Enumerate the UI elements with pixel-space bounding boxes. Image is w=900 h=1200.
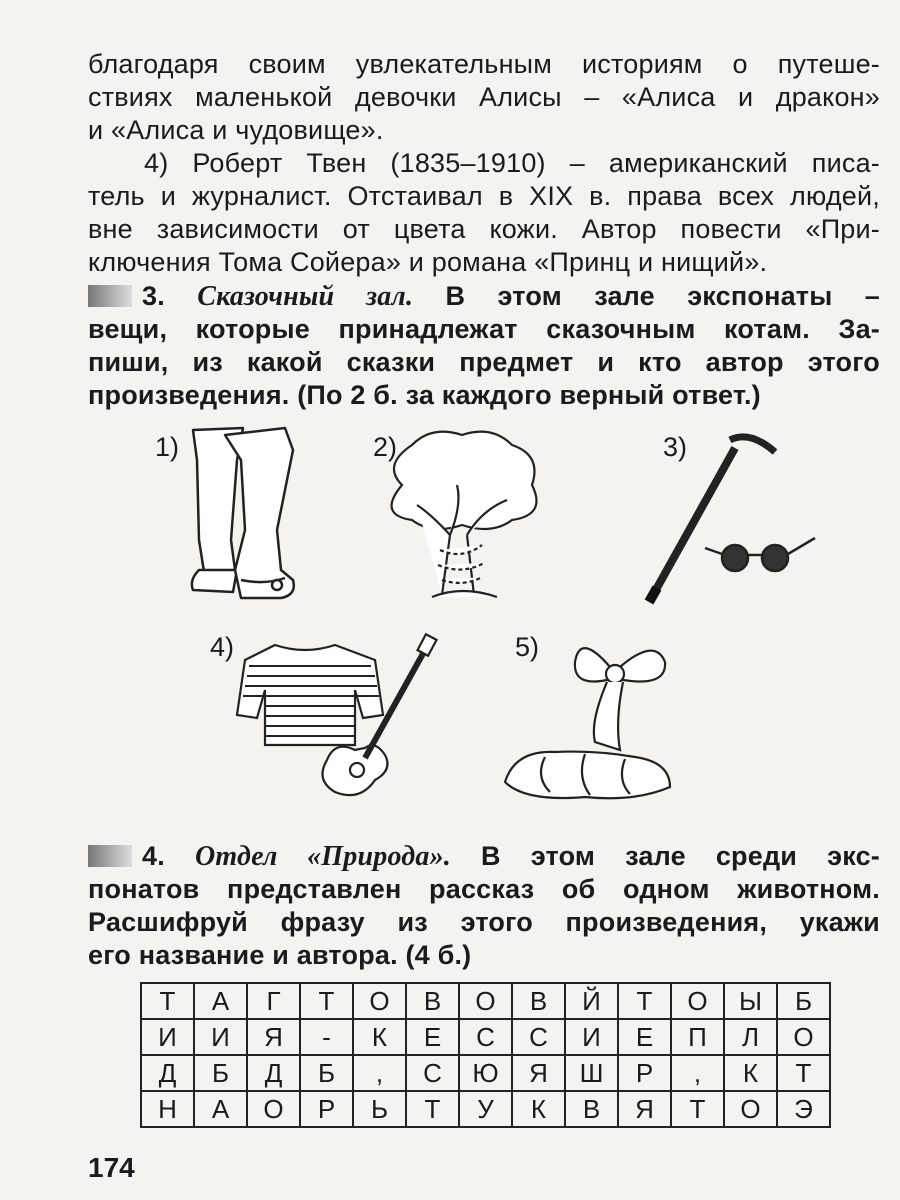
boots-icon <box>185 420 315 610</box>
grid-cell: Я <box>247 1019 300 1055</box>
text-line: вне зависимости от цвета кожи. Автор повести «При- <box>88 214 880 244</box>
text-line: понатов представлен рассказ об одном животном. <box>88 874 880 904</box>
grid-cell: Б <box>777 983 830 1019</box>
text-line: пиши, из какой сказки предмет и кто автор этого <box>88 347 880 377</box>
grid-cell: Ю <box>459 1055 512 1091</box>
grid-cell: Д <box>141 1055 194 1091</box>
grid-cell: , <box>671 1055 724 1091</box>
oak-tree-with-chain-icon <box>372 425 552 605</box>
grid-cell: И <box>194 1019 247 1055</box>
item4-paragraph <box>88 147 880 279</box>
grid-cell: Т <box>671 1091 724 1127</box>
grid-cell: К <box>512 1091 565 1127</box>
grid-cell: Е <box>406 1019 459 1055</box>
task3-title: Сказочный зал. <box>197 281 414 312</box>
picture-label-4: 4) <box>210 632 235 662</box>
task4-heading-rest: В этом зале среди экс- <box>481 841 880 871</box>
task-marker-icon <box>88 285 132 307</box>
grid-cell: Т <box>141 983 194 1019</box>
grid-cell: В <box>406 983 459 1019</box>
task3-heading-rest: В этом зале экспонаты – <box>445 281 881 311</box>
picture-label-5: 5) <box>515 632 540 662</box>
task-marker-icon <box>88 845 132 867</box>
grid-cell: В <box>565 1091 618 1127</box>
text-line: его название и автора. (4 б.) <box>88 940 472 970</box>
grid-cell: Т <box>406 1091 459 1127</box>
grid-cell: С <box>459 1019 512 1055</box>
grid-cell: Р <box>618 1055 671 1091</box>
grid-cell: Й <box>565 983 618 1019</box>
task4-number: 4. <box>142 841 165 871</box>
task4-block <box>88 840 880 972</box>
bow-and-bread-icon <box>495 632 695 812</box>
grid-cell: Б <box>194 1055 247 1091</box>
grid-cell: Я <box>618 1091 671 1127</box>
task3-number: 3. <box>142 281 165 311</box>
grid-row <box>141 983 830 1019</box>
grid-cell: И <box>141 1019 194 1055</box>
grid-cell: П <box>671 1019 724 1055</box>
grid-row <box>141 1091 830 1127</box>
grid-row <box>141 1019 830 1055</box>
grid-cell: О <box>777 1019 830 1055</box>
grid-cell: С <box>406 1055 459 1091</box>
grid-cell: К <box>353 1019 406 1055</box>
grid-cell: К <box>724 1055 777 1091</box>
grid-cell: Т <box>618 983 671 1019</box>
grid-row <box>141 1055 830 1091</box>
text-line: вещи, которые принадлежат сказочным котам. За- <box>88 314 880 344</box>
picture-label-1: 1) <box>155 432 180 462</box>
grid-cell: Н <box>141 1091 194 1127</box>
grid-cell: О <box>247 1091 300 1127</box>
grid-cell: Э <box>777 1091 830 1127</box>
grid-cell: О <box>671 983 724 1019</box>
task4-heading <box>88 840 880 873</box>
grid-cell: Б <box>300 1055 353 1091</box>
grid-cell: С <box>512 1019 565 1055</box>
picture-label-3: 3) <box>663 432 688 462</box>
text-line: произведения. (По 2 б. за каждого верный ответ.) <box>88 380 761 410</box>
picture-label-2: 2) <box>373 432 398 462</box>
task3-block <box>88 280 880 412</box>
grid-cell: Я <box>512 1055 565 1091</box>
task3-heading <box>88 280 880 313</box>
page-number: 174 <box>88 1152 135 1183</box>
grid-cell: А <box>194 1091 247 1127</box>
text-line: 4) Роберт Твен (1835–1910) – американский писа- <box>144 148 880 178</box>
text-line: Расшифруй фразу из этого произведения, укажи <box>88 907 880 937</box>
grid-cell: А <box>194 983 247 1019</box>
grid-cell: Т <box>300 983 353 1019</box>
cipher-grid <box>140 982 831 1128</box>
task4-title: Отдел «Природа». <box>194 841 451 872</box>
grid-cell: Л <box>724 1019 777 1055</box>
text-line: и «Алиса и чудовище». <box>88 115 384 145</box>
grid-cell: Ь <box>353 1091 406 1127</box>
intro-paragraph <box>88 48 880 147</box>
grid-cell: В <box>512 983 565 1019</box>
grid-cell: Т <box>777 1055 830 1091</box>
grid-cell: Д <box>247 1055 300 1091</box>
text-line: благодаря своим увлекательным историям о путеше- <box>88 49 880 79</box>
grid-cell: И <box>565 1019 618 1055</box>
grid-cell: О <box>724 1091 777 1127</box>
grid-cell: О <box>459 983 512 1019</box>
grid-cell: Р <box>300 1091 353 1127</box>
grid-cell: О <box>353 983 406 1019</box>
grid-cell: , <box>353 1055 406 1091</box>
grid-cell: Е <box>618 1019 671 1055</box>
grid-cell: У <box>459 1091 512 1127</box>
text-line: ствиях маленькой девочки Алисы – «Алиса и дракон» <box>88 82 880 112</box>
text-line: ключения Тома Сойера» и романа «Принц и нищий». <box>88 247 768 277</box>
grid-cell: Ш <box>565 1055 618 1091</box>
grid-cell: Г <box>247 983 300 1019</box>
text-line: тель и журналист. Отстаивал в XIX в. права всех людей, <box>88 181 880 211</box>
grid-cell: - <box>300 1019 353 1055</box>
grid-cell: Ы <box>724 983 777 1019</box>
striped-shirt-and-guitar-icon <box>235 630 455 800</box>
cane-and-glasses-icon <box>635 430 825 610</box>
